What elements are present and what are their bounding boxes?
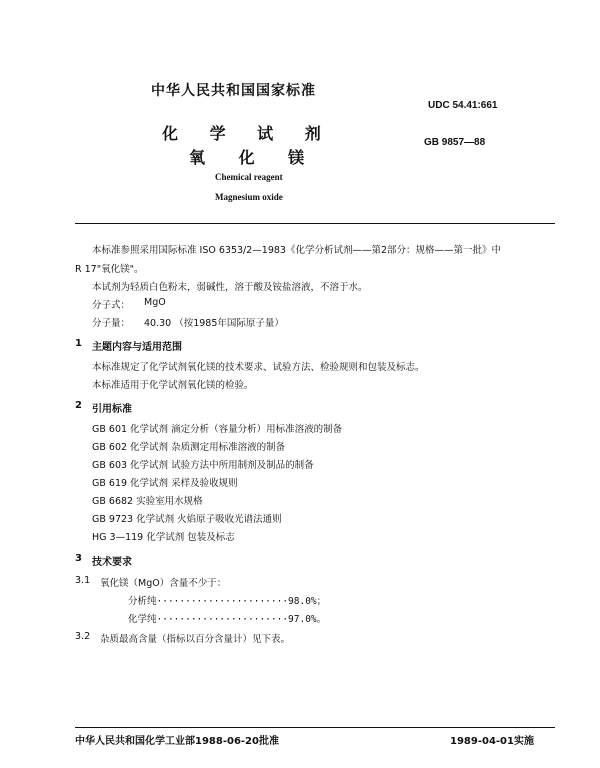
intro-line-1: 本标准参照采用国际标准 ISO 6353/2—1983《化学分析试剂——第2部分：规格——第一批》中 (92, 245, 501, 256)
bottom-divider (75, 727, 555, 728)
top-divider (75, 223, 555, 224)
section-1-title: 主题内容与适用范围 (92, 342, 182, 353)
item-3-1-number: 3.1 (75, 575, 91, 586)
ref-item: HG 3—119 化学试剂 包装及标志 (92, 532, 235, 543)
udc-code: UDC 54.41:661 (428, 100, 498, 111)
formula-label: 分子式： (92, 300, 131, 311)
section-3-number: 3 (75, 553, 82, 564)
item-3-2-text: 杂质最高含量（指标以百分含量计）见下表。 (100, 634, 291, 645)
ref-item: GB 602 化学试剂 杂质测定用标准溶液的制备 (92, 442, 286, 453)
intro-line-2: R 17"氧化镁"。 (75, 264, 144, 275)
section-2-number: 2 (75, 400, 82, 411)
grade-analytical: 分析纯·······················98.0%； (128, 596, 327, 607)
section-1-number: 1 (75, 338, 82, 349)
grade-chemical: 化学纯·······················97.0%。 (128, 614, 327, 625)
national-standard-heading: 中华人民共和国国家标准 (151, 83, 316, 99)
english-subtitle: Magnesium oxide (215, 192, 283, 202)
ref-item: GB 619 化学试剂 采样及验收规则 (92, 478, 238, 489)
document-subtitle: 氧 化 镁 (189, 148, 305, 167)
gb-code: GB 9857—88 (424, 137, 486, 148)
ref-item: GB 6682 实验室用水规格 (92, 496, 203, 507)
ref-item: GB 601 化学试剂 滴定分析（容量分析）用标准溶液的制备 (92, 424, 343, 435)
section-3-title: 技术要求 (92, 557, 132, 568)
section-1-para-2: 本标准适用于化学试剂氧化镁的检验。 (92, 380, 254, 391)
intro-line-3: 本试剂为轻质白色粉末，弱碱性，溶于酸及铵盐溶液，不溶于水。 (92, 282, 368, 293)
ref-item: GB 9723 化学试剂 火焰原子吸收光谱法通则 (92, 514, 282, 525)
item-3-1-text: 氧化镁（MgO）含量不少于： (100, 578, 227, 589)
section-1-para-1: 本标准规定了化学试剂氧化镁的技术要求、试验方法、检验规则和包装及标志。 (92, 362, 425, 373)
ref-item: GB 603 化学试剂 试验方法中所用制剂及制品的制备 (92, 460, 314, 471)
item-3-2-number: 3.2 (75, 631, 91, 642)
document-title: 化 学 试 剂 (162, 124, 321, 143)
formula-value: MgO (144, 297, 166, 308)
effective-date: 1989-04-01实施 (450, 736, 534, 747)
english-title: Chemical reagent (215, 172, 283, 182)
weight-value: 40.30 （按1985年国际原子量） (144, 318, 284, 329)
section-2-title: 引用标准 (92, 404, 132, 415)
approval-note: 中华人民共和国化学工业部1988-06-20批准 (75, 736, 279, 747)
weight-label: 分子量： (92, 318, 131, 329)
